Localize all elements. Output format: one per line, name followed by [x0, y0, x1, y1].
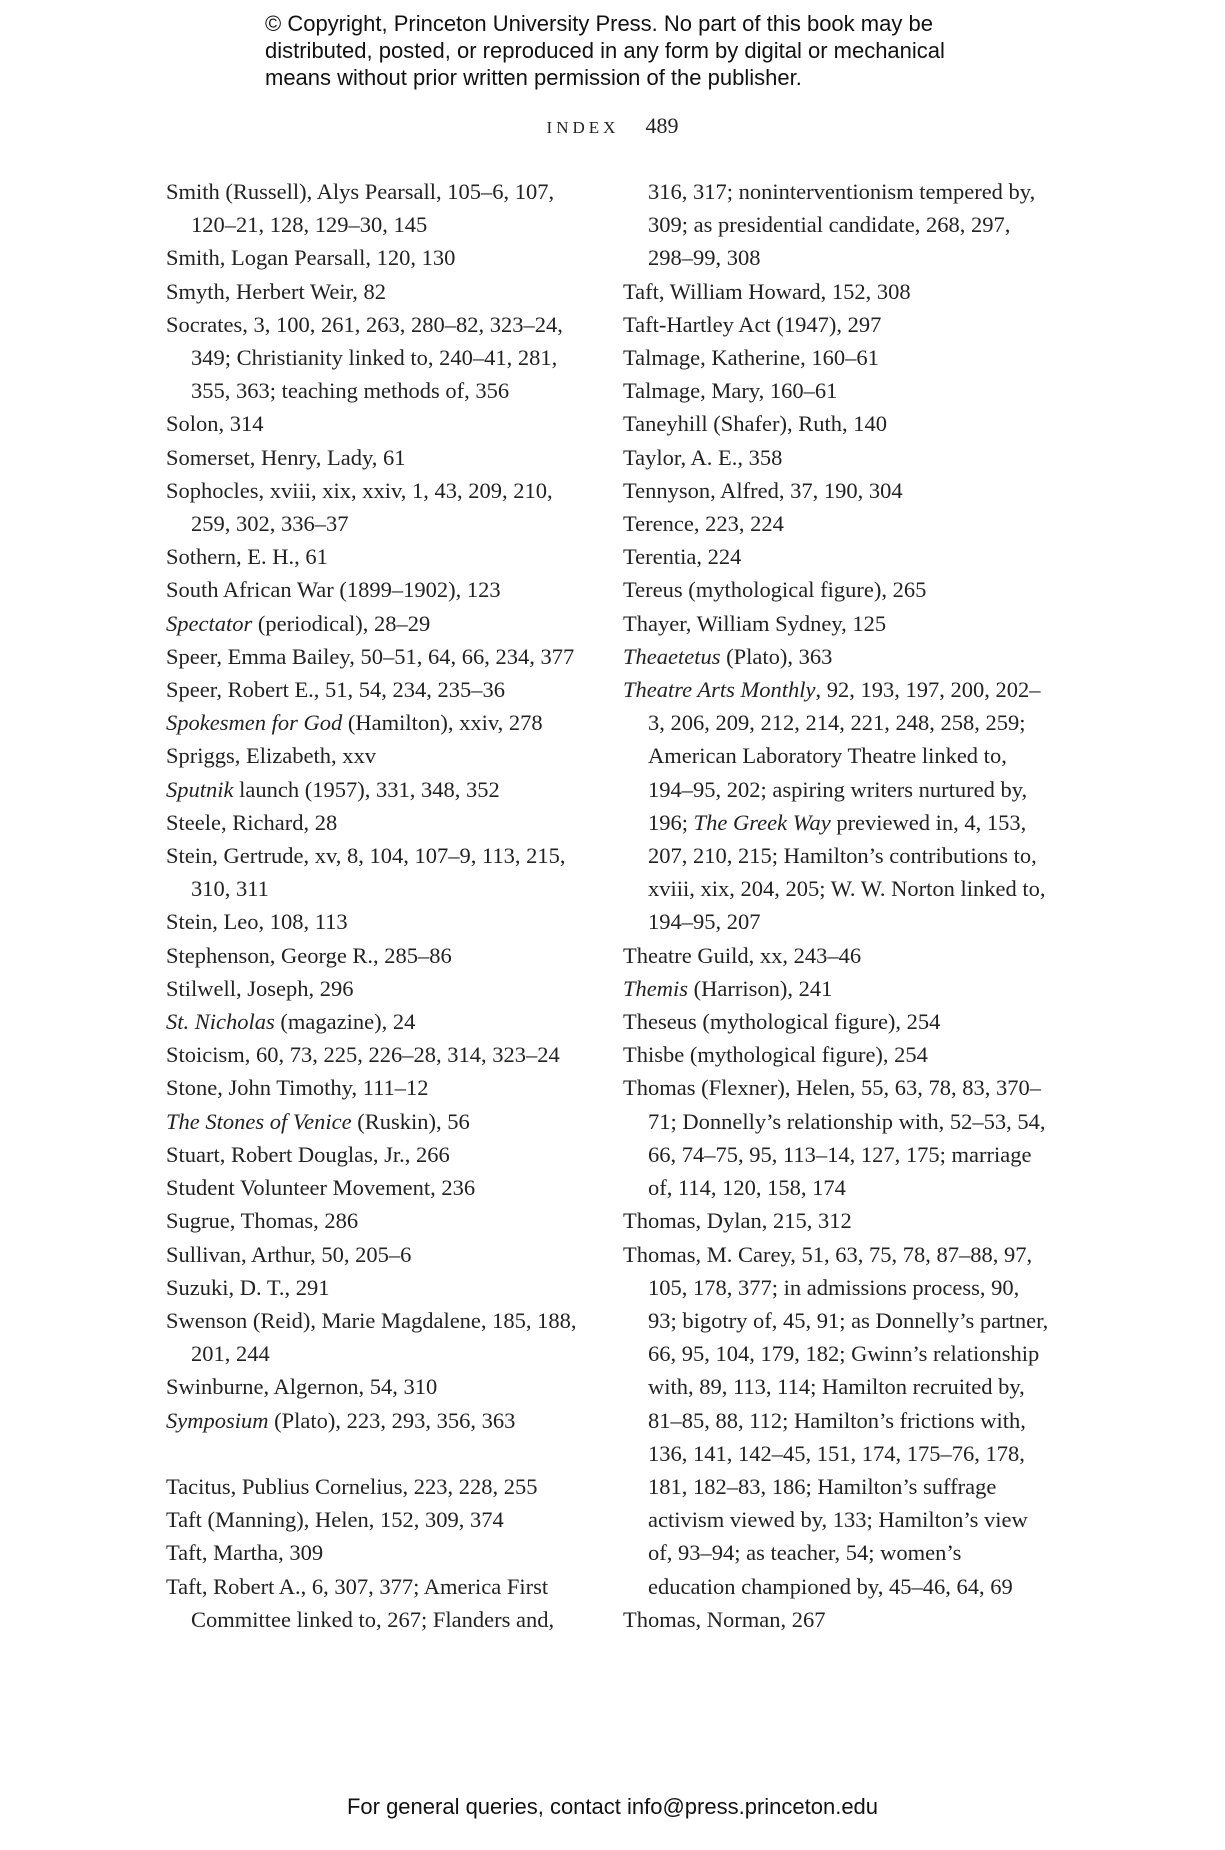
entry-text: Terentia, 224 [623, 544, 742, 570]
entry-text: Swenson (Reid), Marie Magdalene, 185, 188, 201, 244 [166, 1307, 577, 1367]
index-column-left [166, 175, 596, 1636]
index-entry [623, 1005, 1053, 1038]
index-entry [166, 739, 596, 772]
index-entry [623, 540, 1053, 573]
index-entry [623, 972, 1053, 1005]
index-entry [166, 1404, 596, 1437]
entry-text: Stilwell, Joseph, 296 [166, 975, 354, 1001]
entry-text: Taft, Martha, 309 [166, 1540, 324, 1566]
index-entry [166, 474, 596, 540]
index-entry [623, 341, 1053, 374]
index-entry [166, 839, 596, 905]
index-entry [166, 1138, 596, 1171]
entry-text: Stoicism, 60, 73, 225, 226–28, 314, 323–24 [166, 1042, 560, 1068]
index-entry [166, 1271, 596, 1304]
entry-text: Stephenson, George R., 285–86 [166, 942, 452, 968]
entry-text: Tereus (mythological figure), 265 [623, 577, 927, 603]
entry-text: Smith, Logan Pearsall, 120, 130 [166, 245, 456, 271]
index-entry [623, 507, 1053, 540]
letter-group-gap [166, 1437, 596, 1470]
entry-text: Sothern, E. H., 61 [166, 544, 328, 570]
entry-text: Taft-Hartley Act (1947), 297 [623, 311, 882, 337]
index-entry [623, 573, 1053, 606]
entry-text: Suzuki, D. T., 291 [166, 1274, 330, 1300]
index-entry [623, 1204, 1053, 1237]
copyright-notice [265, 10, 1025, 91]
entry-title-italic: St. Nicholas [166, 1009, 275, 1035]
index-entry-continuation [623, 175, 1053, 275]
index-entry [166, 1038, 596, 1071]
index-entry [166, 1005, 596, 1038]
entry-text: Student Volunteer Movement, 236 [166, 1175, 476, 1201]
footer-contact: For general queries, contact info@press.princeton.edu [346, 1794, 879, 1819]
entry-title-italic: Symposium [166, 1407, 269, 1433]
entry-text: (Plato), 223, 293, 356, 363 [268, 1407, 516, 1433]
entry-title-italic: Themis [623, 975, 689, 1001]
entry-text: Taft, Robert A., 6, 307, 377; America First Committee linked to, 267; Flanders and, [166, 1573, 555, 1632]
entry-text: Stein, Leo, 108, 113 [166, 909, 348, 935]
index-entry [623, 308, 1053, 341]
index-entry [623, 607, 1053, 640]
entry-text: Speer, Emma Bailey, 50–51, 64, 66, 234, 377 [166, 643, 575, 669]
index-entry [623, 1238, 1053, 1603]
running-head [0, 113, 1225, 139]
index-entry [166, 706, 596, 739]
index-entry [166, 1071, 596, 1104]
entry-title-italic: The Stones of Venice [166, 1108, 352, 1134]
page-number: 489 [645, 113, 679, 138]
index-entry [166, 1503, 596, 1536]
entry-text: Stuart, Robert Douglas, Jr., 266 [166, 1141, 450, 1167]
entry-text: Taylor, A. E., 358 [623, 444, 783, 470]
index-entry [166, 1204, 596, 1237]
entry-text: Thisbe (mythological figure), 254 [623, 1042, 928, 1068]
entry-text: (Plato), 363 [720, 643, 833, 669]
entry-text: Stone, John Timothy, 111–12 [166, 1075, 429, 1101]
index-entry [623, 640, 1053, 673]
index-entry [623, 275, 1053, 308]
entry-text: 316, 317; noninterventionism tempered by, 309; as presidential candidate, 268, 297, 298–99, 308 [648, 179, 1036, 271]
entry-title-italic: Theaetetus [623, 643, 721, 669]
entry-title-italic: Spokesmen for God [166, 710, 343, 736]
entry-text: Smith (Russell), Alys Pearsall, 105–6, 107, 120–21, 128, 129–30, 145 [166, 179, 555, 238]
index-entry [623, 1071, 1053, 1204]
entry-text: Sugrue, Thomas, 286 [166, 1208, 359, 1234]
index-entry [166, 275, 596, 308]
index-entry [623, 474, 1053, 507]
index-entry [623, 1603, 1053, 1636]
entry-text: Steele, Richard, 28 [166, 809, 338, 835]
entry-text: (Harrison), 241 [688, 975, 833, 1001]
entry-title-italic: The Greek Way [693, 809, 831, 835]
entry-text: Tacitus, Publius Cornelius, 223, 228, 255 [166, 1473, 538, 1499]
index-entry [623, 407, 1053, 440]
entry-text: Taft, William Howard, 152, 308 [623, 278, 911, 304]
entry-text: (Hamilton), xxiv, 278 [342, 710, 543, 736]
index-entry [166, 1570, 596, 1636]
index-entry [166, 573, 596, 606]
entry-text: Talmage, Katherine, 160–61 [623, 345, 879, 371]
index-entry [623, 1038, 1053, 1071]
entry-text: Swinburne, Algernon, 54, 310 [166, 1374, 438, 1400]
entry-text: Sophocles, xviii, xix, xxiv, 1, 43, 209, 210, 259, 302, 336–37 [166, 477, 553, 537]
index-entry [166, 1304, 596, 1370]
index-column-right [623, 175, 1053, 1636]
copyright-line-2: distributed, posted, or reproduced in any form by digital or mechanical [265, 38, 945, 63]
section-title: INDEX [546, 118, 620, 137]
index-entry [166, 407, 596, 440]
index-entry [623, 673, 1053, 939]
index-entry [166, 972, 596, 1005]
entry-text: Spriggs, Elizabeth, xxv [166, 743, 376, 769]
entry-text: Taneyhill (Shafer), Ruth, 140 [623, 411, 887, 437]
index-entry [166, 806, 596, 839]
entry-text: Smyth, Herbert Weir, 82 [166, 278, 386, 304]
entry-text: Speer, Robert E., 51, 54, 234, 235–36 [166, 677, 506, 703]
entry-text: Somerset, Henry, Lady, 61 [166, 444, 406, 470]
entry-title-italic: Spectator [166, 610, 253, 636]
entry-text: launch (1957), 331, 348, 352 [233, 776, 500, 802]
index-entry [623, 441, 1053, 474]
index-entry [166, 540, 596, 573]
entry-title-italic: Theatre Arts Monthly [623, 677, 816, 703]
index-entry [166, 441, 596, 474]
entry-text: Thomas (Flexner), Helen, 55, 63, 78, 83, 370–71; Donnelly’s relationship with, 52–53, 54, 66, 74–75, 95, 113–14, 127, 175; marriage of, 114, 120, 158, 174 [623, 1075, 1046, 1201]
index-entry [166, 308, 596, 408]
entry-text: Theatre Guild, xx, 243–46 [623, 942, 862, 968]
index-entry [166, 1370, 596, 1403]
entry-text: Thomas, M. Carey, 51, 63, 75, 78, 87–88, 97, 105, 178, 377; in admissions process, 90, 93; bigotry of, 45, 91; as Donnelly’s partner, 66, 95, 104, 179, 182; Gwinn’s relationship with, 89, 113, 114; Hamilton recruited by, 81–85, 88, 112; Hamilton’s frictions with, 136, 141, 142–45, 151, 174, 175–76, 178, 181, 182–83, 186; Hamilton’s suffrage activism viewed by, 133; Hamilton’s view of, 93–94; as teacher, 54; women’s education championed by, 45–46, 64, 69 [623, 1241, 1049, 1599]
index-entry [166, 1105, 596, 1138]
entry-text: Sullivan, Arthur, 50, 205–6 [166, 1241, 412, 1267]
entry-text: Terence, 223, 224 [623, 511, 784, 537]
entry-text: Socrates, 3, 100, 261, 263, 280–82, 323–24, 349; Christianity linked to, 240–41, 281, 355, 363; teaching methods of, 356 [166, 311, 563, 404]
entry-text: Thayer, William Sydney, 125 [623, 610, 887, 636]
index-entry [166, 1470, 596, 1503]
index-entry [166, 773, 596, 806]
index-entry [166, 673, 596, 706]
entry-text: Solon, 314 [166, 411, 264, 437]
index-entry [166, 1171, 596, 1204]
entry-text: (magazine), 24 [274, 1009, 416, 1035]
entry-text: Thomas, Norman, 267 [623, 1606, 826, 1632]
entry-text: South African War (1899–1902), 123 [166, 577, 501, 603]
entry-text: (Ruskin), 56 [351, 1108, 470, 1134]
index-entry [166, 175, 596, 241]
index-entry [166, 1536, 596, 1569]
entry-text: Stein, Gertrude, xv, 8, 104, 107–9, 113, 215, 310, 311 [166, 843, 566, 902]
entry-text: Tennyson, Alfred, 37, 190, 304 [623, 477, 903, 503]
entry-text: Taft (Manning), Helen, 152, 309, 374 [166, 1507, 504, 1533]
index-entry [166, 241, 596, 274]
index-entry [623, 374, 1053, 407]
copyright-line-1: © Copyright, Princeton University Press. No part of this book may be [265, 11, 933, 36]
entry-text: (periodical), 28–29 [252, 610, 431, 636]
copyright-line-3: means without prior written permission of the publisher. [265, 65, 802, 90]
entry-text: previewed in, 4, 153, 207, 210, 215; Hamilton’s contributions to, xviii, xix, 204, 205; W. W. Norton linked to, 194–95, 207 [648, 809, 1046, 935]
index-entry [166, 607, 596, 640]
entry-text: Theseus (mythological figure), 254 [623, 1009, 941, 1035]
index-entry [166, 1238, 596, 1271]
index-entry [623, 939, 1053, 972]
index-entry [166, 905, 596, 938]
index-entry [166, 640, 596, 673]
entry-title-italic: Sputnik [166, 776, 234, 802]
entry-text: Talmage, Mary, 160–61 [623, 378, 838, 404]
entry-text: , 92, 193, 197, 200, 202–3, 206, 209, 212, 214, 221, 248, 258, 259; American Laboratory Theatre linked to, 194–95, 202; aspiring writers nurtured by, 196; [648, 677, 1041, 835]
index-entry [166, 939, 596, 972]
entry-text: Thomas, Dylan, 215, 312 [623, 1208, 852, 1234]
